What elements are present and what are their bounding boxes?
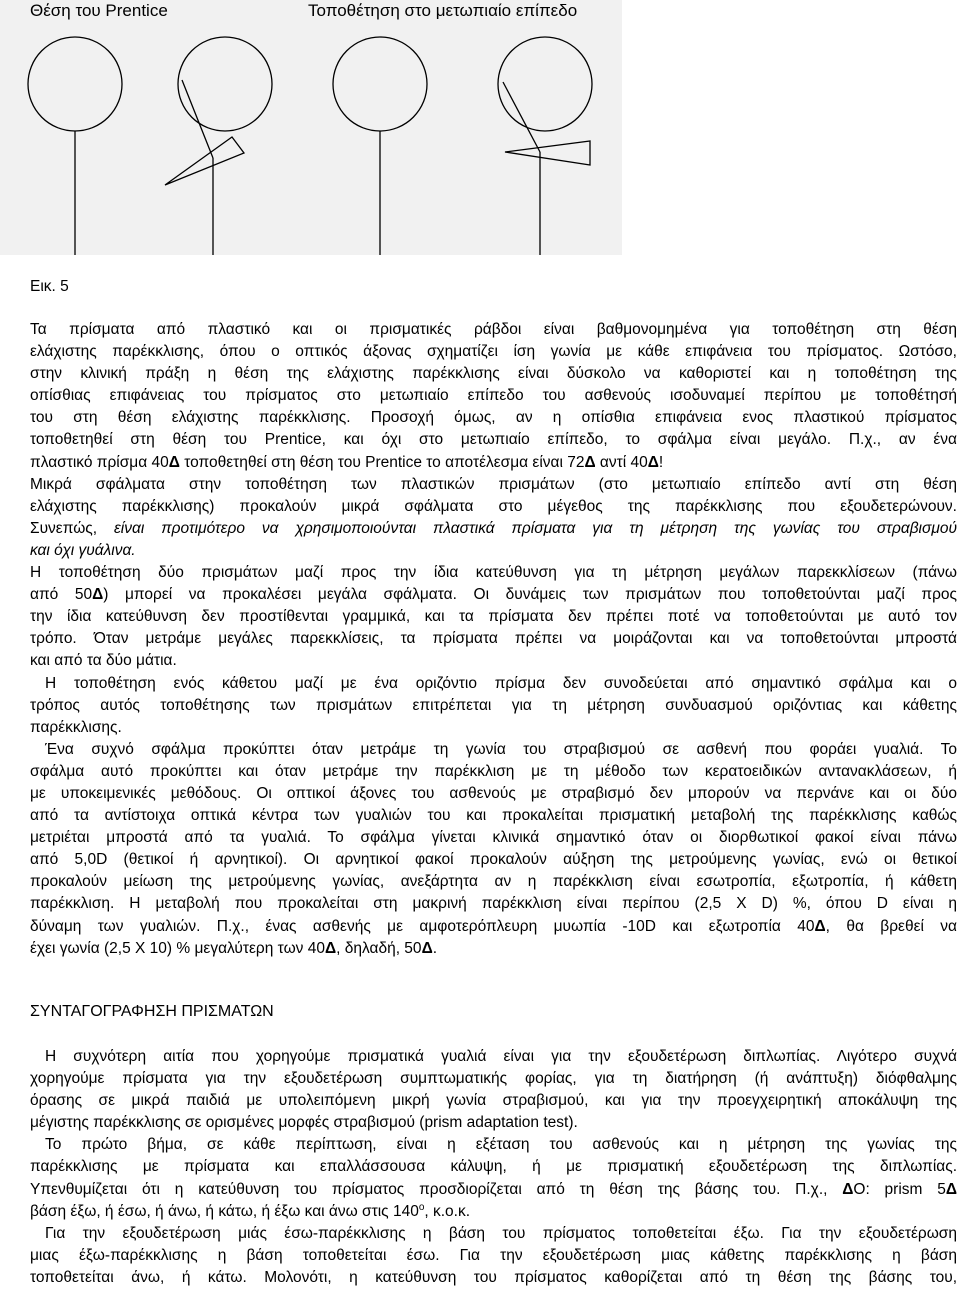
text-line: τρόπος αυτός τοποθέτησης των πρισμάτων επιτρέπεται για τη μέτρηση συνδυασμού οριζόντιας και κάθετης — [30, 696, 957, 714]
text-line: μιας έξω-παρέκκλισης η βάση τοποθετείται έσω. Για την εξουδετέρωση μιας κάθετης παρέκκλισης η βάση — [30, 1246, 957, 1264]
text-line — [30, 1201, 957, 1223]
text-line: και από τα δύο μάτια. — [30, 652, 177, 670]
text-line: από τα αντίστοιχα οπτικά κέντρα των γυαλιών του και προκαλείται πρισματική μεταβολή της παρέκκλισης καθώς — [30, 807, 957, 825]
eye-circle-2 — [178, 37, 272, 131]
figure-prism-positions — [0, 0, 622, 255]
text-italic-emphasis: και όχι γυάλινα. — [30, 541, 136, 559]
text-normal: Συνεπώς, — [30, 519, 114, 537]
text-line: από 5,0D (θετικοί ή αρνητικοί). Οι αρνητικοί φακοί προκαλούν αύξηση της μετρούμενης γωνίας, ενώ οι θετικοί — [30, 851, 957, 869]
figure-caption: Εικ. 5 — [30, 278, 69, 295]
text-line: παρέκκλιση. Η μεταβολή που προκαλείται στη μακρινή παρέκκλιση είναι περίπου (2,5 Χ D) %, όπου D είναι η — [30, 895, 957, 913]
text-line: παρέκκλισης με πρίσματα και επαλλάσσουσα κάλυψη, ή με πρισματική εξουδετέρωση της διπλωπίας. — [30, 1158, 957, 1176]
text-line: στην κλινική πράξη η θέση της ελάχιστης παρέκκλισης είναι δύσκολο να καθοριστεί και η τοποθέτηση της — [30, 365, 957, 383]
text-line: Τα πρίσματα από πλαστικό και οι πρισματικές ράβδοι είναι βαθμονομημένα για τοποθέτηση στη θέση — [30, 321, 957, 338]
text-line: έχει γωνία (2,5 Χ 10) % μεγαλύτερη των 40Δ, δηλαδή, 50Δ. — [30, 939, 438, 957]
body-text-section-2 — [30, 1046, 957, 1289]
text-line: ελάχιστης παρέκκλισης) προκαλούν μικρά σφάλματα στο μέγεθος της παρέκκλισης που εξουδετερώνουν. — [30, 497, 957, 515]
text-italic-emphasis: είναι προτιμότερο να χρησιμοποιούνται πλαστικά πρίσματα για τη μέτρηση της γωνίας του στραβισμού — [114, 519, 957, 537]
text-line: την ίδια κατεύθυνση δεν προστίθενται γραμμικά, και τα πρίσματα δεν πρέπει ποτέ να τοποθετούνται με αυτό τον — [30, 608, 957, 626]
text-line: όρασης σε μικρά παιδιά με υπολειπόμενη μικρή γωνία στραβισμού, και για την προεγχειρητική αποκάλυψη της — [30, 1092, 957, 1110]
text-line: Μικρά σφάλματα στην τοποθέτηση των πλαστικών πρισμάτων (στο μετωπιαίο επίπεδο αντί στη θέση — [30, 475, 957, 493]
deviated-ray-4 — [503, 82, 540, 152]
text-line: Το πρώτο βήμα, σε κάθε περίπτωση, είναι η εξέταση του ασθενούς και η μέτρηση της γωνίας της — [45, 1136, 957, 1154]
degree-superscript: o — [418, 1201, 425, 1213]
section-heading: ΣΥΝΤΑΓΟΓΡΑΦΗΣΗ ΠΡΙΣΜΑΤΩΝ — [30, 1003, 274, 1020]
text-line: οπίσθιας επιφάνειας του πρίσματος στο μετωπιαίο επίπεδο του ασθενούς ισοδυναμεί περίπου με τοποθέτησή — [30, 387, 957, 405]
eye-circle-3 — [333, 37, 427, 131]
text-line: Υπενθυμίζεται ότι η κατεύθυνση του πρίσματος προσδιορίζεται από τη θέση της βάσης του. Π.χ., ΔΟ: prism 5Δ — [30, 1180, 958, 1198]
text-line: Η τοποθέτηση δύο πρισμάτων μαζί προς την ίδια κατεύθυνση για τη μέτρηση μεγάλων παρεκκλίσεων (πάνω — [30, 564, 957, 582]
text-normal: , κ.ο.κ. — [424, 1202, 471, 1220]
figure-drawing — [0, 0, 622, 255]
text-line: του στη θέση ελάχιστης παρέκκλισης. Προσοχή όμως, αν η οπίσθια επιφάνεια ενος πλαστικού πρίσματος — [30, 409, 957, 427]
deviated-ray-2 — [182, 80, 213, 158]
text-line: παρέκκλισης. — [30, 718, 122, 736]
text-line: δύναμη των γυαλιών. Π.χ., ένας ασθενής με αμφοτερόπλευρη μυωπία -10D και εξωτροπία 40Δ, θα βρεθεί να — [30, 917, 958, 935]
prism-frontal — [505, 141, 590, 165]
text-line — [30, 518, 957, 540]
text-line — [30, 540, 957, 562]
eye-circle-4 — [498, 37, 592, 131]
text-line: προκαλούν μείωση της μετρούμενης γωνίας, ανεξάρτητα αν η παρέκκλιση είναι εσωτροπία, εξωτροπία, ή κάθετη — [30, 873, 957, 891]
text-line: τοποθετείται άνω, ή κάτω. Μολονότι, η κατεύθυνση του πρίσματος καθορίζεται από τη θέση της βάσης του, — [30, 1268, 957, 1286]
text-line: μέγιστης παρέκκλισης σε ορισμένες μορφές στραβισμού (prism adaptation test). — [30, 1114, 578, 1132]
eye-circle-1 — [28, 37, 122, 131]
text-line: από 50Δ) μπορεί να προκαλέσει μεγάλα σφάλματα. Οι δυνάμεις των πρισμάτων που τοποθετούνται μαζί προς — [30, 586, 957, 604]
text-line: χορηγούμε πρίσματα για την εξουδετέρωση συμπτωματικής φορίας, για τη διατήρηση (ή ανάπτυξη) διόφθαλμης — [30, 1070, 957, 1088]
text-line: Η τοποθέτηση ενός κάθετου μαζί με ένα οριζόντιο πρίσμα δεν συνοδεύεται από σημαντικό σφάλμα και ο — [45, 674, 957, 692]
text-line: Η συχνότερη αιτία που χορηγούμε πρισματικά γυαλιά είναι για την εξουδετέρωση διπλωπίας. Λιγότερο συχνά — [45, 1048, 957, 1065]
label-frontal-plane: Τοποθέτηση στο μετωπιαίο επίπεδο — [308, 1, 578, 20]
text-line: τοποθετηθεί στη θέση του Prentice, και όχι στο μετωπιαίο επίπεδο, το σφάλμα είναι μεγάλο. Π.χ., αν ένα — [30, 431, 957, 449]
text-line: μετριέται μπροστά από τα γυαλιά. Το σφάλμα γίνεται κλινικά σημαντικό όταν οι διορθωτικοί φακοί είναι πάνω — [30, 829, 957, 847]
body-text-section-1 — [30, 319, 957, 960]
text-normal: βάση έξω, ή έσω, ή άνω, ή κάτω, ή έξω και άνω στις 140 — [30, 1202, 419, 1220]
text-line: τρόπο. Όταν μετράμε μεγάλες παρεκκλίσεις, τα πρίσματα πρέπει να μοιράζονται και να τοποθετούνται μπροστά — [30, 630, 957, 648]
prism-prentice — [165, 137, 244, 185]
text-line: Για την εξουδετέρωση μιάς έσω-παρέκκλισης η βάση του πρίσματος τοποθετείται έξω. Για την εξουδετέρωση — [45, 1224, 957, 1242]
text-line: Ένα συχνό σφάλμα προκύπτει όταν μετράμε τη γωνία του στραβισμού σε ασθενή που φοράει γυαλιά. Το — [45, 740, 957, 758]
text-line: σφάλμα αυτό προκύπτει και όταν μετράμε την παρέκκλιση με τη μέθοδο των κερατοειδικών αντανακλάσεων, ή — [30, 762, 957, 780]
label-prentice-position: Θέση του Prentice — [30, 1, 168, 20]
text-line: με υποκειμενικές μεθόδους. Οι οπτικοί άξονες του ασθενούς με στραβισμό δεν μπορούν να περνάνε και οι δύο — [30, 784, 957, 802]
text-line: πλαστικό πρίσμα 40Δ τοποθετηθεί στη θέση του Prentice το αποτέλεσμα είναι 72Δ αντί 40Δ! — [30, 453, 664, 471]
text-line: ελάχιστης παρέκκλισης, όπου ο οπτικός άξονας σχηματίζει ίση γωνία με κάθε επιφάνεια του πρίσματος. Ωστόσο, — [30, 343, 957, 361]
